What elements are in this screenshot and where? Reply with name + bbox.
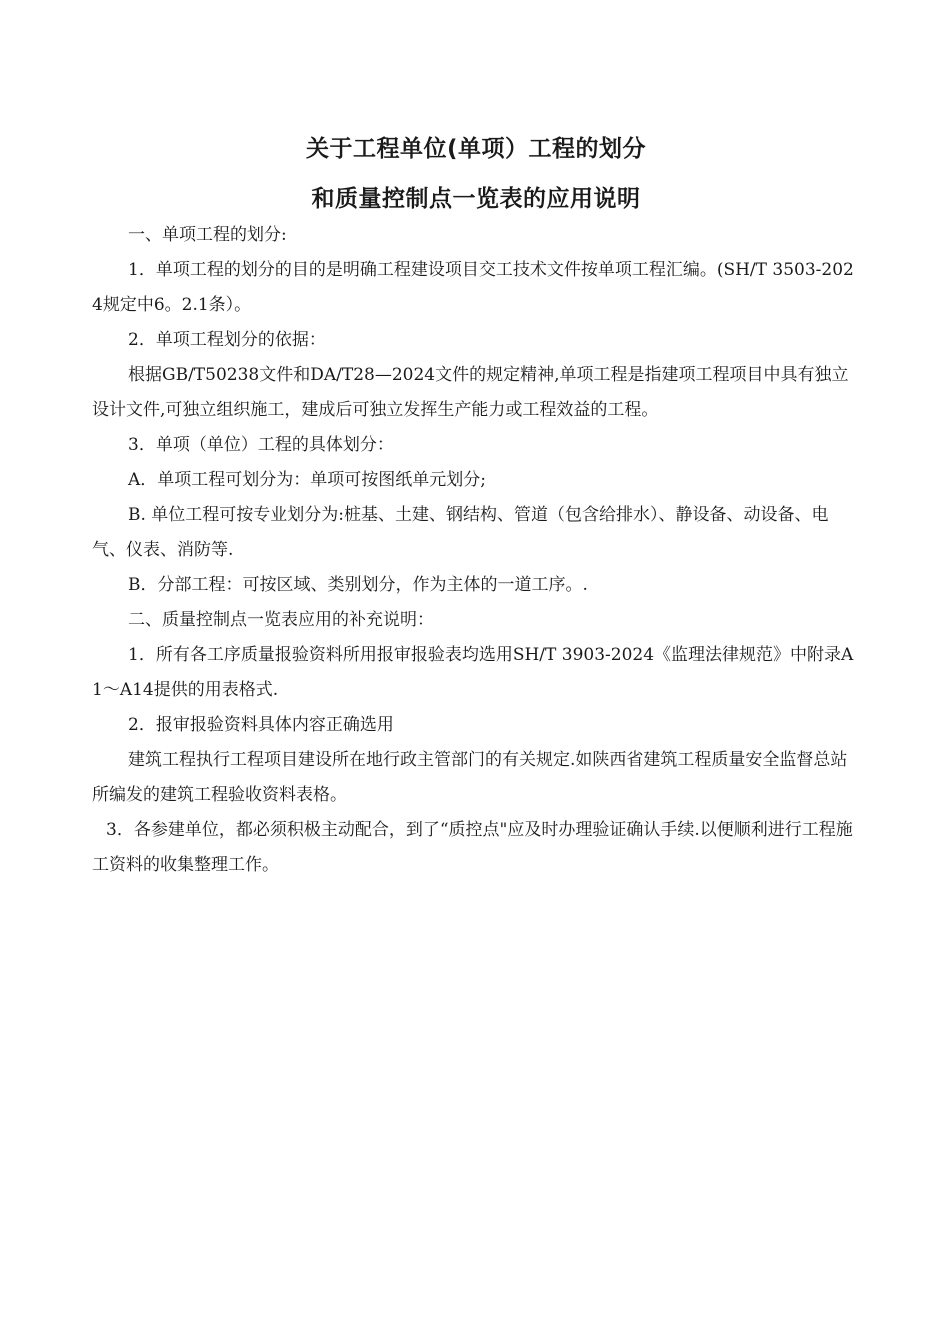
paragraph-1-3-b2: B．分部工程：可按区域、类别划分，作为主体的一道工序。.	[128, 575, 588, 595]
paragraph-1-3-a: A．单项工程可划分为：单项可按图纸单元划分;	[128, 470, 487, 490]
paragraph-1-2-body: 根据GB/T50238文件和DA/T28—2024文件的规定精神,单项工程是指建项工程项目中具有独立设计文件,可独立组织施工，建成后可独立发挥生产能力或工程效益的工程。	[92, 365, 849, 420]
paragraph-1-2: 2．单项工程划分的依据：	[128, 330, 326, 350]
document-title-line1: 关于工程单位(单项）工程的划分	[305, 136, 646, 162]
paragraph-2-3: 3．各参建单位，都必须积极主动配合，到了“质控点"应及时办理验证确认手续.以便顺利进行工程施工资料的收集整理工作。	[92, 820, 853, 875]
paragraph-1-3-b: B. 单位工程可按专业划分为:桩基、土建、钢结构、管道（包含给排水）、静设备、动设备、电气、仪表、消防等.	[92, 505, 829, 560]
section-heading-1: 一、单项工程的划分:	[128, 225, 287, 245]
section-heading-2: 二、质量控制点一览表应用的补充说明：	[128, 610, 434, 630]
document-page	[92, 128, 860, 883]
paragraph-2-2-body: 建筑工程执行工程项目建设所在地行政主管部门的有关规定.如陕西省建筑工程质量安全监督总站所编发的建筑工程验收资料表格。	[92, 750, 848, 805]
paragraph-1-3: 3．单项（单位）工程的具体划分：	[128, 435, 394, 455]
document-title-line2: 和质量控制点一览表的应用说明	[311, 186, 641, 212]
paragraph-2-1: 1．所有各工序质量报验资料所用报审报验表均选用SH/T 3903-2024《监理法律规范》中附录A1～A14提供的用表格式.	[92, 645, 854, 700]
paragraph-2-2: 2．报审报验资料具体内容正确选用	[128, 715, 394, 735]
paragraph-1-1: 1．单项工程的划分的目的是明确工程建设项目交工技术文件按单项工程汇编。(SH/T 3503-2024规定中6。2.1条）。	[92, 260, 854, 315]
